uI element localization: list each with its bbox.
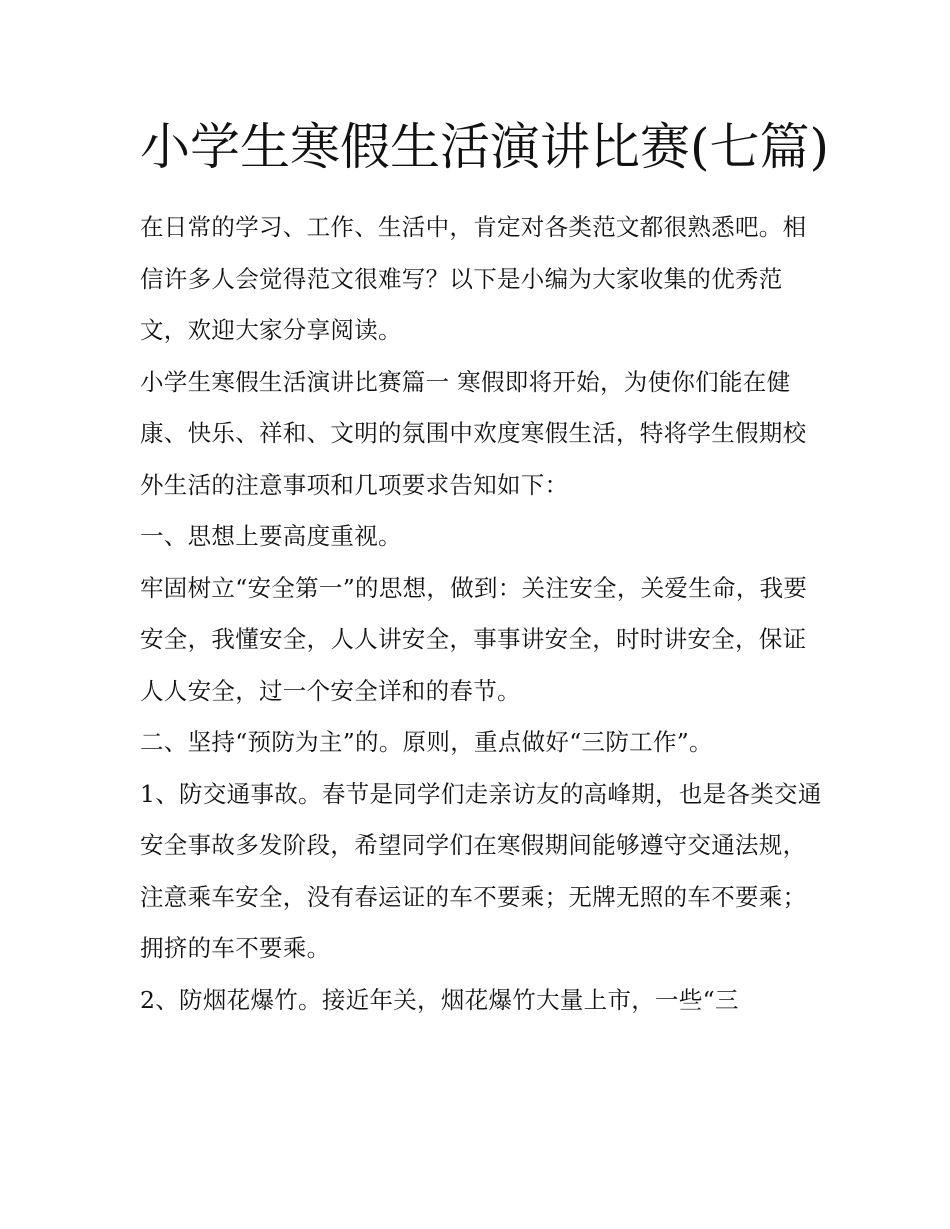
document-body: [140, 112, 830, 1026]
section-heading: 一、思想上要高度重视。: [140, 522, 402, 550]
section-heading: 二、坚持“预防为主”的。原则，重点做好“三防工作”。: [140, 728, 713, 756]
body-paragraph: 1、防交通事故。春节是同学们走亲访友的高峰期，也是各类交通安全事故多发阶段，希望同学们在寒假期间能够遵守交通法规，注意乘车安全，没有春运证的车不要乘；无牌无照的车不要乘；拥挤的车不要乘。: [140, 779, 822, 962]
document-title: 小学生寒假生活演讲比赛(七篇): [140, 118, 830, 176]
body-paragraph: 小学生寒假生活演讲比赛篇一 寒假即将开始，为使你们能在健康、快乐、祥和、文明的氛围中欢度寒假生活，特将学生假期校外生活的注意事项和几项要求告知如下：: [140, 367, 807, 499]
body-paragraph: 2、防烟花爆竹。接近年关，烟花爆竹大量上市，一些“三: [140, 985, 739, 1014]
intro-paragraph: 在日常的学习、工作、生活中，肯定对各类范文都很熟悉吧。相信许多人会觉得范文很难写？以下是小编为大家收集的优秀范文，欢迎大家分享阅读。: [140, 213, 807, 344]
body-paragraph: 牢固树立“安全第一”的思想，做到：关注安全，关爱生命，我要安全，我懂安全，人人讲安全，事事讲安全，时时讲安全，保证人人安全，过一个安全详和的春节。: [140, 573, 808, 705]
